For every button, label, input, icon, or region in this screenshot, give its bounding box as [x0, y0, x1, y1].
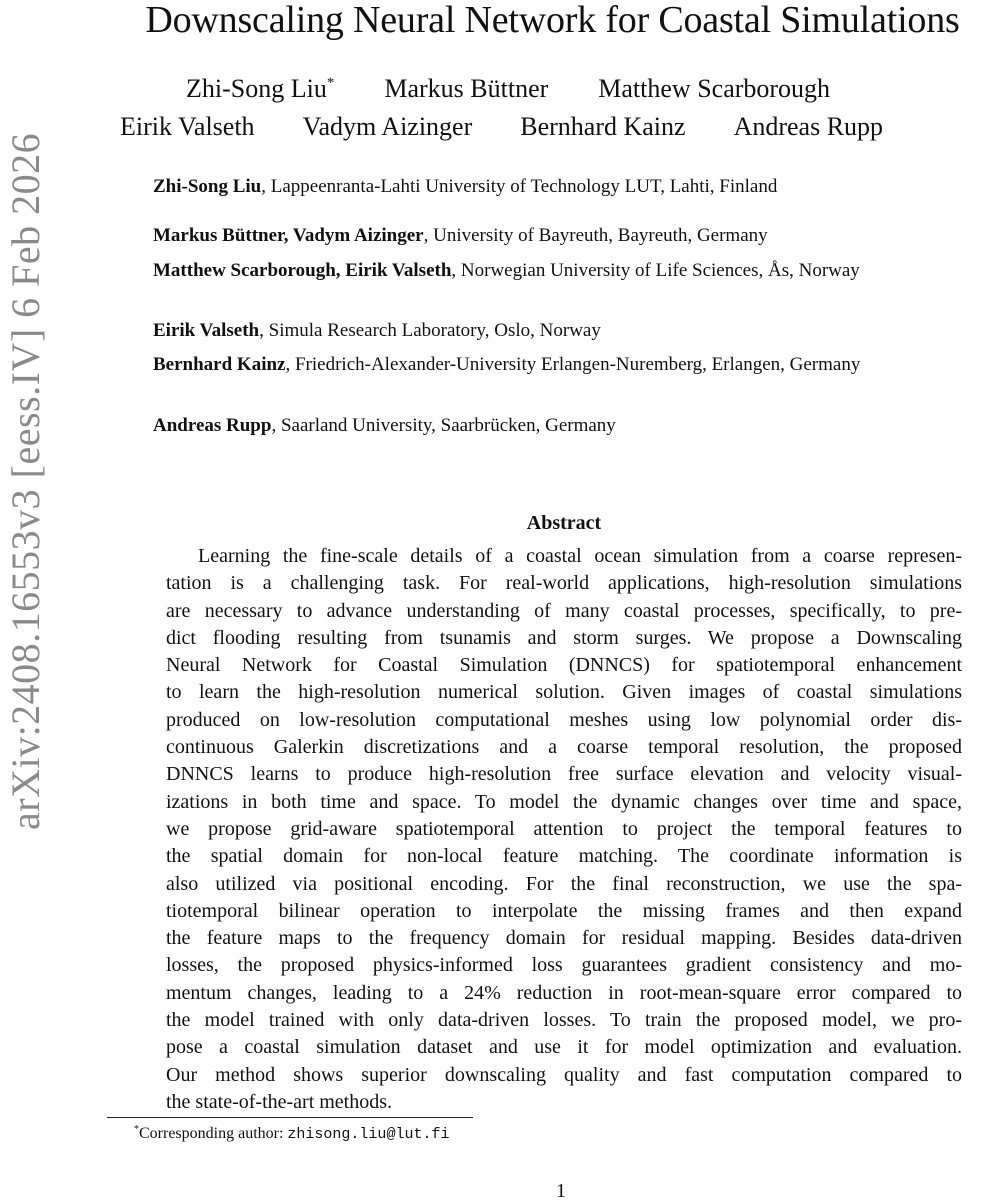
author-name: Bernhard Kainz [520, 112, 686, 141]
author-name: Matthew Scarborough [598, 74, 831, 103]
author-name: Eirik Valseth [120, 112, 255, 141]
affiliation: Markus Büttner, Vadym Aizinger, University of Bayreuth, Bayreuth, Germany [153, 225, 768, 246]
abstract-line: to learn the high-resolution numerical solution. Given images of coastal simulations [166, 681, 962, 704]
abstract-line: mentum changes, leading to a 24% reduction in root-mean-square error compared to [166, 981, 962, 1004]
footnote-mark: * [134, 1124, 139, 1135]
author-name: Zhi-Song Liu* [186, 74, 335, 103]
affiliation: Bernhard Kainz, Friedrich-Alexander-University Erlangen-Nuremberg, Erlangen, Germany [153, 354, 861, 375]
abstract-line: the spatial domain for non-local feature matching. The coordinate information is [166, 845, 962, 868]
arxiv-identifier-stamp: arXiv:2408.16553v3 [eess.IV] 6 Feb 2026 [3, 132, 48, 830]
abstract-line: we propose grid-aware spatiotemporal attention to project the temporal features to [166, 817, 962, 840]
abstract-line: tiotemporal bilinear operation to interpolate the missing frames and then expand [166, 899, 962, 922]
page-number: 1 [556, 1180, 566, 1202]
abstract-body [166, 543, 962, 1116]
abstract-line: continuous Galerkin discretizations and a coarse temporal resolution, the proposed [166, 736, 962, 759]
affiliation: Zhi-Song Liu, Lappeenranta-Lahti University of Technology LUT, Lahti, Finland [153, 176, 778, 197]
author-name: Andreas Rupp [733, 112, 884, 141]
abstract-line: the feature maps to the frequency domain for residual mapping. Besides data-driven [166, 927, 962, 950]
abstract-heading: Abstract [526, 512, 602, 534]
abstract-line: DNNCS learns to produce high-resolution free surface elevation and velocity visual- [166, 763, 962, 786]
abstract-line: are necessary to advance understanding of many coastal processes, specifically, to pre- [166, 599, 962, 622]
author-list-row-2 [120, 112, 883, 142]
abstract-line: Neural Network for Coastal Simulation (DNNCS) for spatiotemporal enhancement [166, 654, 962, 677]
abstract-line: Our method shows superior downscaling quality and fast computation compared to [166, 1063, 962, 1086]
author-name: Vadym Aizinger [302, 112, 473, 141]
abstract-line: izations in both time and space. To model the dynamic changes over time and space, [166, 790, 962, 813]
abstract-line: losses, the proposed physics-informed loss guarantees gradient consistency and mo- [166, 954, 962, 977]
abstract-line: tation is a challenging task. For real-world applications, high-resolution simulations [166, 572, 962, 595]
corresponding-email[interactable]: zhisong.liu@lut.fi [287, 1126, 450, 1143]
author-name: Markus Büttner [384, 74, 549, 103]
abstract-line: the model trained with only data-driven losses. To train the proposed model, we pro- [166, 1009, 962, 1032]
abstract-line: dict flooding resulting from tsunamis and storm surges. We propose a Downscaling [166, 626, 962, 649]
corresponding-author-mark: * [326, 75, 335, 91]
abstract-line: Learning the fine-scale details of a coastal ocean simulation from a coarse represen- [198, 545, 962, 567]
affiliation: Matthew Scarborough, Eirik Valseth, Norwegian University of Life Sciences, Ås, Norway [153, 260, 860, 281]
footnote-corresponding-author: *Corresponding author: zhisong.liu@lut.fi [134, 1124, 450, 1143]
affiliation: Eirik Valseth, Simula Research Laboratory, Oslo, Norway [153, 320, 601, 341]
abstract-line: the state-of-the-art methods. [166, 1090, 393, 1113]
footnote-divider [107, 1117, 473, 1118]
abstract-line: also utilized via positional encoding. For the final reconstruction, we use the spa- [166, 872, 962, 895]
abstract-line: pose a coastal simulation dataset and use it for model optimization and evaluation. [166, 1036, 962, 1059]
abstract-line: produced on low-resolution computational meshes using low polynomial order dis- [166, 708, 962, 731]
paper-title: Downscaling Neural Network for Coastal Simulations [145, 0, 960, 41]
affiliation: Andreas Rupp, Saarland University, Saarbrücken, Germany [153, 415, 616, 436]
author-list-row-1 [186, 74, 830, 104]
